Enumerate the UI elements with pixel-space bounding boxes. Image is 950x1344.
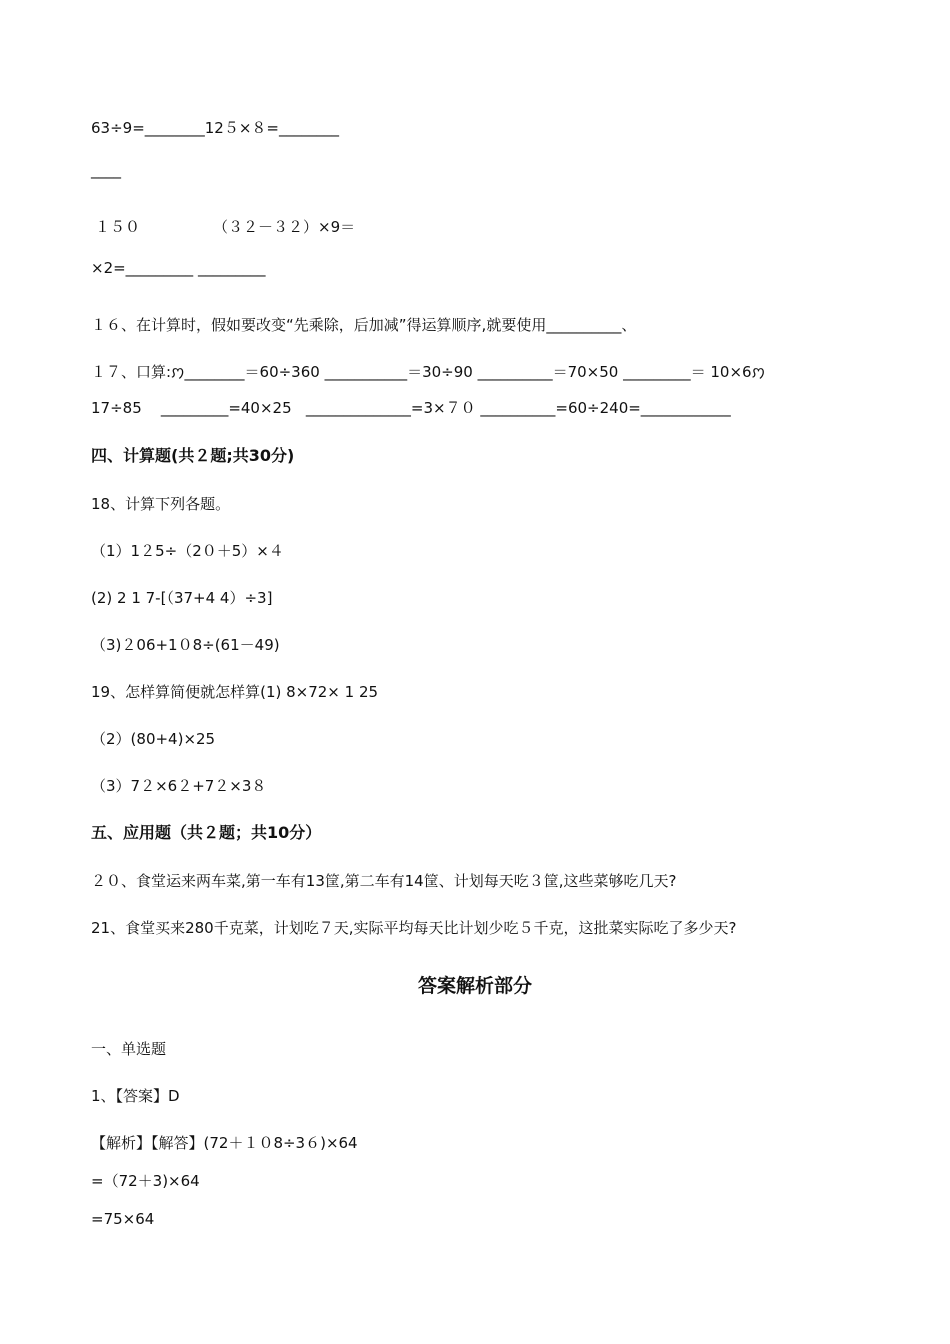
answer-1-step-2: =75×64 bbox=[91, 1210, 155, 1228]
answer-1: 1、【答案】D bbox=[91, 1087, 180, 1105]
answer-1-step-1: =（72＋3)×64 bbox=[91, 1172, 200, 1190]
question-20: ２０、食堂运来两车菜,第一车有13筐,第二车有14筐、计划每天吃３筐,这些菜够吃几天? bbox=[91, 872, 677, 890]
answers-title: 答案解析部分 bbox=[417, 975, 532, 997]
fill-row-2-left: １５０ bbox=[95, 218, 141, 236]
section-4-heading: 四、计算题(共２题;共30分) bbox=[91, 446, 295, 465]
answers-part-1-heading: 一、单选题 bbox=[91, 1040, 167, 1058]
question-19-part-2: （2）(80+4)×25 bbox=[91, 730, 216, 748]
fill-row-1-continued: ____ bbox=[91, 161, 121, 179]
question-17-line-1: １７、口算:ꩀ________＝60÷360 ___________＝30÷90 __________＝70×50 _________＝ 10×6ꩀ bbox=[91, 363, 766, 381]
question-21: 21、食堂买来280千克菜，计划吃７天,实际平均每天比计划少吃５千克，这批菜实际吃了多少天? bbox=[91, 919, 737, 937]
question-19: 19、怎样算简便就怎样算(1) 8×72× 1 25 bbox=[91, 683, 379, 701]
question-18: 18、计算下列各题。 bbox=[91, 495, 231, 513]
fill-row-3: ×2=_________ _________ bbox=[91, 259, 266, 277]
answer-1-analysis: 【解析】【解答】(72＋１０8÷3６)×64 bbox=[91, 1134, 358, 1152]
question-17-line-2: 17÷85 _________=40×25 ______________=3×７０ __________=60÷240=____________ bbox=[91, 399, 731, 417]
section-5-heading: 五、应用题（共２题；共10分） bbox=[91, 823, 322, 842]
question-16: １６、在计算时，假如要改变“先乘除，后加减”得运算顺序,就要使用__________、 bbox=[91, 316, 637, 334]
question-18-part-2: (2) 2 1 7-[（37+4 4）÷3] bbox=[91, 589, 273, 607]
question-19-part-3: （3）7２×6２+7２×3８ bbox=[91, 777, 267, 795]
question-18-part-1: （1）1２5÷（2０＋5）×４ bbox=[91, 542, 284, 560]
question-18-part-3: （3)２06+1０8÷(61－49) bbox=[91, 636, 280, 654]
fill-row-2-right: （３２－３２）×9＝ bbox=[213, 218, 356, 236]
fill-row-1: 63÷9=________12５×８=________ bbox=[91, 119, 339, 137]
